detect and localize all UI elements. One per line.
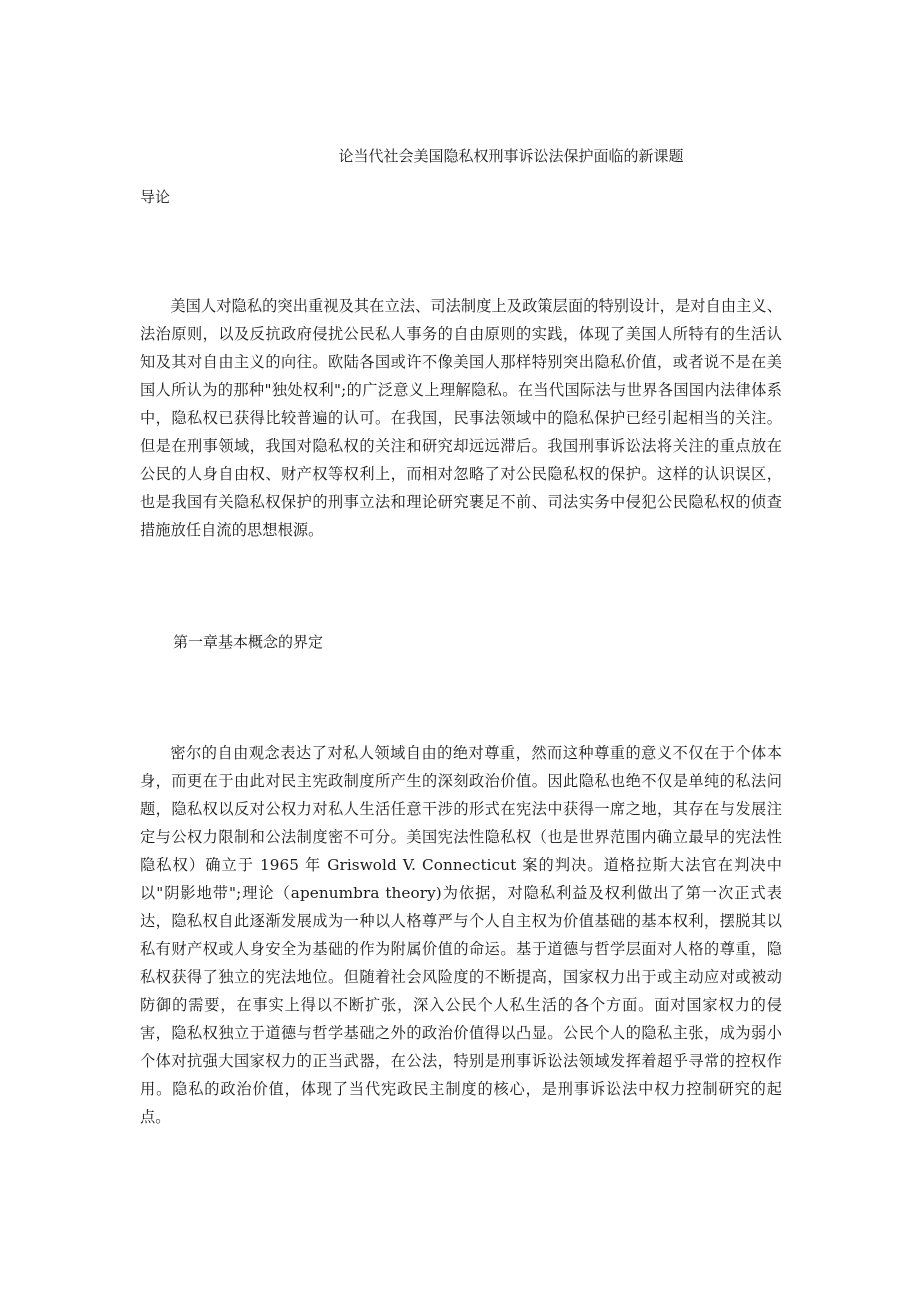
document-title: 论当代社会美国隐私权刑事诉讼法保护面临的新课题	[338, 147, 684, 165]
intro-paragraph: 美国人对隐私的突出重视及其在立法、司法制度上及政策层面的特别设计，是对自由主义、法治原则，以及反抗政府侵扰公民私人事务的自由原则的实践，体现了美国人所特有的生活认知及其对自由主义的向往。欧陆各国或许不像美国人那样特别突出隐私价值，或者说不是在美国人所认为的那种"独处权利";的广泛意义上理解隐私。在当代国际法与世界各国国内法律体系中，隐私权已获得比较普遍的认可。在我国，民事法领域中的隐私保护已经引起相当的关注。但是在刑事领域，我国对隐私权的关注和研究却远远滞后。我国刑事诉讼法将关注的重点放在公民的人身自由权、财产权等权利上，而相对忽略了对公民隐私权的保护。这样的认识误区，也是我国有关隐私权保护的刑事立法和理论研究裹足不前、司法实务中侵犯公民隐私权的侦查措施放任自流的思想根源。	[140, 297, 782, 539]
chapter1-heading: 第一章基本概念的界定	[173, 633, 324, 651]
chapter1-paragraph: 密尔的自由观念表达了对私人领域自由的绝对尊重，然而这种尊重的意义不仅在于个体本身，而更在于由此对民主宪政制度所产生的深刻政治价值。因此隐私也绝不仅是单纯的私法问题，隐私权以反对公权力对私人生活任意干涉的形式在宪法中获得一席之地，其存在与发展注定与公权力限制和公法制度密不可分。美国宪法性隐私权（也是世界范围内确立最早的宪法性隐私权）确立于 1965 年 Griswold V. Connecticut 案的判决。道格拉斯大法官在判决中以"阴影地带";理论（apenumbra theory)为依据，对隐私利益及权利做出了第一次正式表达，隐私权自此逐渐发展成为一种以人格尊严与个人自主权为价值基础的基本权利，摆脱其以私有财产权或人身安全为基础的作为附属价值的命运。基于道德与哲学层面对人格的尊重，隐私权获得了独立的宪法地位。但随着社会风险度的不断提高，国家权力出于或主动应对或被动防御的需要，在事实上得以不断扩张，深入公民个人私生活的各个方面。面对国家权力的侵害，隐私权独立于道德与哲学基础之外的政治价值得以凸显。公民个人的隐私主张，成为弱小个体对抗强大国家权力的正当武器，在公法，特别是刑事诉讼法领域发挥着超乎寻常的控权作用。隐私的政治价值，体现了当代宪政民主制度的核心，是刑事诉讼法中权力控制研究的起点。	[140, 744, 782, 1126]
intro-heading: 导论	[140, 188, 171, 206]
